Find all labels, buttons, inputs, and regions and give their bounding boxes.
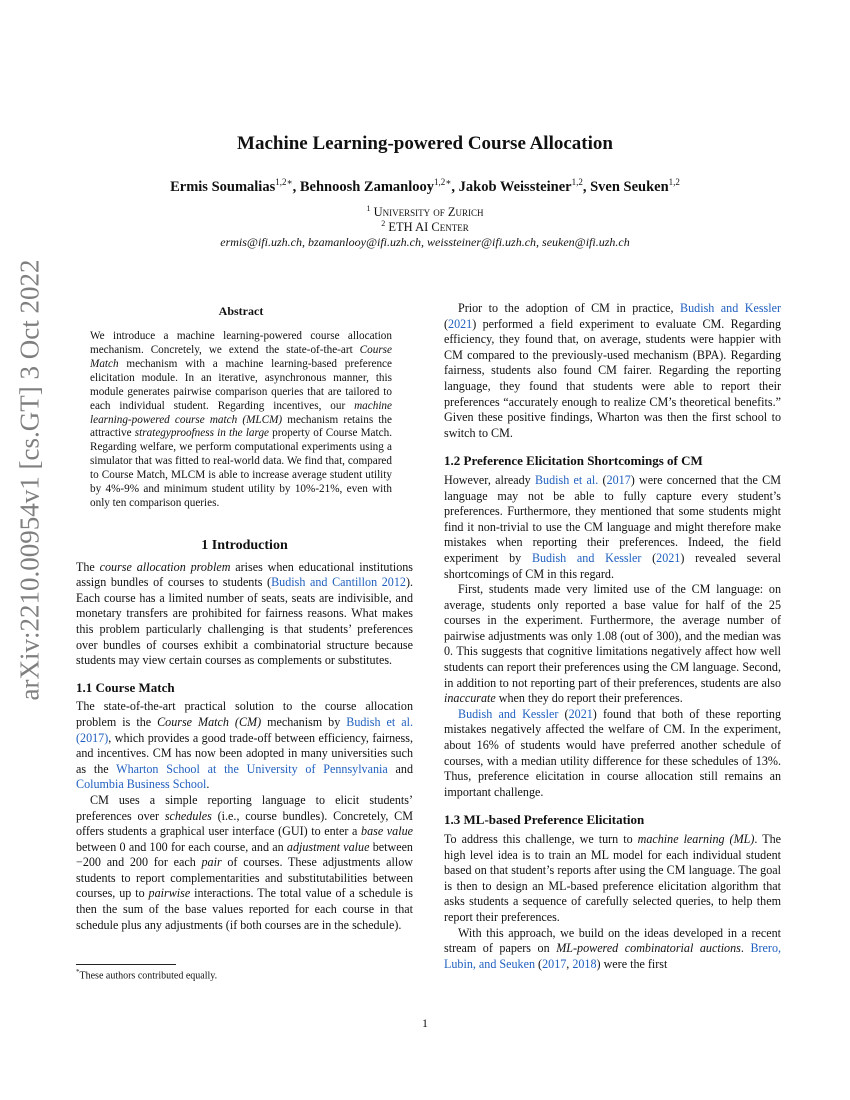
paragraph: The state-of-the-art practical solution to the course allocation problem is the Course Match (CM) mechanism by Budish et al. (2017), which provides a good trade-off between efficiency, fairness, and incentives. CM has now been adopted in many universities such as the Wharton School at the University of Pennsylvania and Columbia Business School. [76,699,413,792]
author-list: Ermis Soumalias$^{1,2∗}$, Behnoosh Zamanlooy$^{1,2∗}$, Jakob Weissteiner$^{1,2}$, Sven Seuken$^{1,2}$ [170,177,680,195]
author-affil-mark: 1,2∗ [275,177,293,187]
citation-link[interactable]: Budish et al. (2017) [76,714,413,745]
affiliation [0,219,850,235]
citation-link[interactable]: 2021 [568,706,593,721]
subsection-heading-shortcomings: 1.2 Preference Elicitation Shortcomings of CM [444,453,703,469]
citation-link[interactable]: Brero, Lubin, and Seuken [444,941,782,971]
paragraph: CM uses a simple reporting language to elicit students’ preferences over schedules (i.e., course bundles). Concretely, CM offers students a graphical user interface (GUI) to enter a base value between 0 and 100 for each course, and an adjustment value between −200 and 200 for each pair of courses. These adjustments allow students to report complementarities and substitutabilities between courses, up to pairwise interactions. The total value of a schedule is then the sum of the base values reported for each course in that schedule plus any adjustments (if both courses are in the schedule). [76,792,413,932]
author-name: Ermis Soumalias [170,178,276,195]
author-affil-mark: 1,2 [668,177,680,187]
paragraph: Budish and Kessler (2021) found that both of these reporting mistakes negatively affected the welfare of CM. In the experiment, about 16% of students would have preferred another schedule of courses, with a median utility difference for these schedules of 13%. Thus, preference elicitation in course allocation still remains an important challenge. [444,706,781,799]
arxiv-sidebar [8,259,52,701]
paragraph: First, students made very limited use of the CM language: on average, students only reported a base value for half of the 25 courses in the experiment. Furthermore, the average number of pairwise adjustments was only 1.08 (out of 300), and the median was 0. This suggests that cognitive limitations negatively affect how well students can report their preferences using the CM language. Second, in addition to not reporting part of their preferences, students are also inaccurate when they do report their preferences. [444,582,781,706]
footnote [76,968,217,981]
paragraph: To address this challenge, we turn to machine learning (ML). The high level idea is to train an ML model for each individual student based on that student’s reports after using the CM language. The goal is then to design an ML-based preference elicitation algorithm that asks students a sequence of carefully selected queries, to help them report their preferences. [444,832,782,924]
footnote-text: These authors contributed equally. [79,970,218,982]
author-affil-mark: 1,2 [571,177,583,187]
paragraph: Prior to the adoption of CM in practice, Budish and Kessler (2021) performed a field experiment to evaluate CM. Regarding efficiency, they found that, on average, students were happier with CM compared to the previously-used mechanism (BPA). Regarding fairness, students also found CM fairer. Regarding the reporting language, they found that students were able to report their preferences “accurately enough to realize CM’s theoretical benefits.” Given these positive findings, Wharton was then the first school to switch to CM. [444,301,781,440]
affiliation-name: ETH AI Center [388,220,469,235]
arxiv-identifier: arXiv:2210.00954v1 [cs.GT] 3 Oct 2022 [14,259,45,701]
paragraph: With this approach, we build on the ideas developed in a recent stream of papers on ML-powered combinatorial auctions. Brero, Lubin, and Seuken (2017, 2018) were the first [444,925,782,971]
citation-link[interactable]: Budish et al. [534,472,599,487]
footnote-mark: * [76,968,80,976]
paragraph: The course allocation problem arises when educational institutions assign bundles of courses to students (Budish and Cantillon 2012). Each course has a limited number of seats, seats are indivisible, and monetary transfers are prohibited for fairness reasons. What makes this problem particularly challenging is that students’ preferences over bundles of courses exhibit a combinatorial structure because students may view certain courses as complements or substitutes. [76,559,414,668]
subsection-heading-course-match: 1.1 Course Match [76,679,175,695]
institution-link[interactable]: Wharton School at the University of Pennsylvania [116,761,388,776]
subsection-heading-ml-elicitation: 1.3 ML-based Preference Elicitation [444,812,645,828]
abstract-body: We introduce a machine learning-powered course allocation mechanism. Concretely, we extend the state-of-the-art Course Match mechanism with a machine learning-based preference elicitation module. In an iterative, asynchronous manner, this module generates pairwise comparison queries that are tailored to each individual student. Regarding incentives, our machine learning-powered course match (MLCM) mechanism retains the attractive strategyproofness in the large property of Course Match. Regarding welfare, we perform computational experiments using a simulator that was fitted to real-world data. We find that, compared to Course Match, MLCM is able to increase average student utility by 4%-9% and minimum student utility by 10%-21%, even with only ten comparison queries. [90,330,392,509]
author-name: Jakob Weissteiner [458,178,572,195]
author-affil-mark: 1,2∗ [434,177,452,187]
paragraph: However, already Budish et al. (2017) were concerned that the CM language may not be able to fully capture every student’s preferences. Furthermore, they mentioned that some students might find it non-trivial to use the CM language and might therefore make mistakes when reporting their preferences. Indeed, the field experiment by Budish and Kessler (2021) revealed several shortcomings of CM in this regard. [444,472,781,581]
citation-link[interactable]: 2017 [542,956,567,971]
citation-link[interactable]: 2021 [448,316,473,331]
abstract-heading: Abstract [218,304,264,318]
affiliation-name: University of Zurich [373,205,484,220]
citation-link[interactable]: 2018 [572,956,597,971]
author-emails: ermis@ifi.uzh.ch, bzamanlooy@ifi.uzh.ch, weissteiner@ifi.uzh.ch, seuken@ifi.uzh.ch [220,235,630,249]
citation-link[interactable]: Budish and Cantillon 2012 [271,575,406,590]
citation-link[interactable]: Budish and Kessler [458,706,559,721]
citation-link[interactable]: 2017 [606,472,631,487]
page-number: 1 [422,1016,428,1030]
section-heading-introduction: 1 Introduction [201,538,288,553]
citation-link[interactable]: Budish and Kessler [531,550,642,565]
citation-link[interactable]: Budish and Kessler [680,301,781,315]
right-column [444,301,781,972]
abstract [90,305,392,522]
institution-link[interactable]: Columbia Business School [76,777,207,792]
affiliation-mark: 1 [366,204,371,213]
affiliation [0,204,850,220]
author-name: Sven Seuken [590,178,669,195]
affiliation-mark: 2 [381,219,386,228]
author-name: Behnoosh Zamanlooy [299,178,435,195]
footnote-divider [76,964,176,965]
paper-title: Machine Learning-powered Course Allocation [237,133,613,154]
left-column [76,538,413,933]
citation-link[interactable]: 2021 [656,550,681,565]
